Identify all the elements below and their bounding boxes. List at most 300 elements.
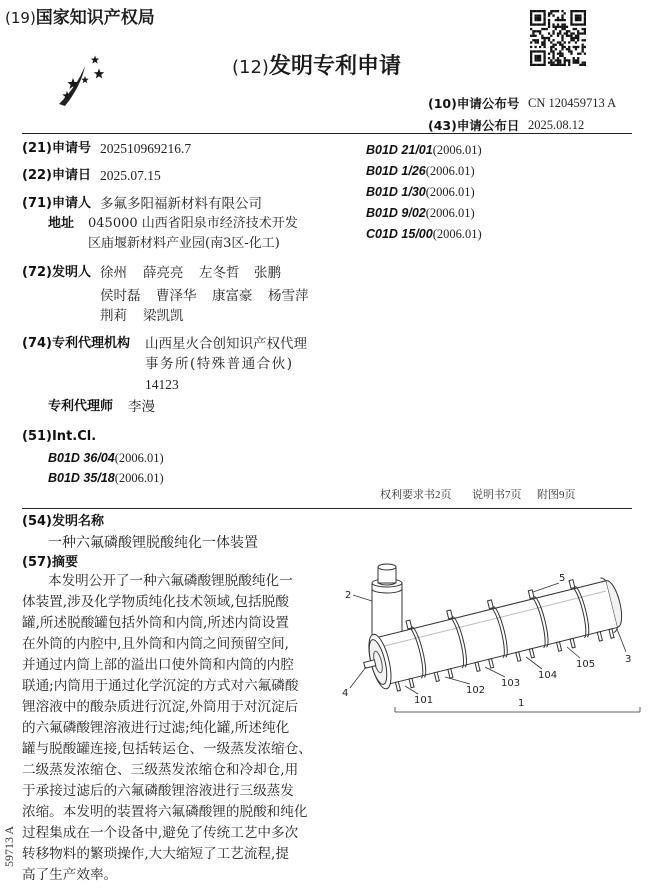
qr-module [541,37,543,39]
qr-module [534,57,536,59]
qr-module [577,62,579,64]
qr-module [573,62,575,64]
qr-module [555,59,557,61]
int-cl-entry [366,141,482,158]
application-date-label: (22)申请日 [22,168,91,183]
qr-module [548,53,550,55]
qr-module [579,14,581,16]
qr-module [537,17,539,19]
qr-module [555,10,557,12]
application-date: 2025.07.15 [100,168,161,183]
header-divider [22,133,632,134]
abstract-line: 过程集成在一个设备中,避免了传统工艺中多次 [22,825,299,841]
qr-module [541,23,543,25]
qr-module [561,39,563,41]
qr-module [573,46,575,48]
qr-module [552,57,554,59]
qr-module [534,30,536,32]
qr-module [537,39,539,41]
qr-module [573,57,575,59]
qr-module [548,23,550,25]
publication-number: CN 120459713 A [528,96,617,110]
qr-module [584,12,586,14]
qr-module [561,35,563,37]
qr-module [552,55,554,57]
qr-module [555,26,557,28]
qr-module [564,64,566,66]
int-cl-code: B01D 36/04 [48,451,115,465]
qr-module [534,55,536,57]
int-cl-code: C01D 15/00 [366,227,433,241]
qr-module [537,19,539,21]
qr-module [579,32,581,34]
qr-module [539,50,541,52]
qr-module [564,32,566,34]
qr-module [566,30,568,32]
qr-module [552,14,554,16]
qr-module [534,10,536,12]
int-cl-entry [366,183,475,200]
qr-module [584,32,586,34]
inventor-name: 曹泽华 [156,288,197,304]
ref-label-segment: 103 [501,678,521,689]
qr-module [539,59,541,61]
qr-module [568,48,570,50]
int-cl-entry [48,469,164,486]
qr-module [577,59,579,61]
abstract-line: 联通;内筒用于通过化学沉淀的方式对六氟磷酸 [22,678,299,694]
qr-module [577,57,579,59]
qr-module [582,48,584,50]
qr-module [575,17,577,19]
qr-module [552,62,554,64]
qr-module [582,44,584,46]
qr-module [584,46,586,48]
qr-module [584,64,586,66]
qr-module [534,46,536,48]
publication-date-label: (43)申请公布日 [428,118,520,133]
qr-module [577,23,579,25]
int-cl-version: (2006.01) [114,451,164,465]
qr-module [561,14,563,16]
vessel-leg [597,632,602,641]
invention-title: 一种六氟磷酸锂脱酸纯化一体装置 [48,535,258,551]
ref-label-assembly: 1 [518,698,525,709]
application-number-label: (21)申请号 [22,141,91,156]
qr-module [573,23,575,25]
qr-module [548,26,550,28]
qr-module [568,46,570,48]
inventor-name: 左冬哲 [199,265,240,281]
qr-module [534,41,536,43]
qr-module [577,39,579,41]
qr-module [575,41,577,43]
qr-module [557,32,559,34]
qr-module [552,39,554,41]
abstract-line: 锂溶液中的酸杂质进行沉淀,外筒用于对沉淀后 [22,699,299,715]
qr-module [582,23,584,25]
qr-module [559,62,561,64]
qr-module [552,44,554,46]
ref-label-segment: 104 [538,670,558,681]
ref-label-tank: 2 [345,590,352,601]
qr-module [537,23,539,25]
qr-module [577,35,579,37]
abstract-line: 浓缩。本发明的装置将六氟磷酸锂的脱酸和纯化 [22,804,308,820]
qr-module [557,62,559,64]
qr-module [577,32,579,34]
qr-module [582,64,584,66]
qr-module [530,23,532,25]
qr-module [532,10,534,12]
agent-name: 李漫 [128,399,155,415]
qr-module [530,41,532,43]
qr-module [564,23,566,25]
abstract-line: 高了生产效率。 [22,867,118,883]
qr-module [550,12,552,14]
abstract-line: 并通过内筒上部的溢出口使外筒和内筒的内腔 [22,657,294,673]
qr-module [537,59,539,61]
qr-module [543,41,545,43]
qr-module [557,64,559,66]
qr-module [555,28,557,30]
qr-module [539,14,541,16]
qr-module [575,10,577,12]
vessel-fin [447,610,453,619]
vessel-leg [434,672,439,681]
qr-module [568,59,570,61]
int-cl-code: B01D 1/26 [366,164,426,178]
qr-module [557,41,559,43]
abstract-line: 罐与脱酸罐连接,包括转运仓、一级蒸发浓缩仓、 [22,741,312,757]
qr-module [543,28,545,30]
qr-module [552,64,554,66]
vessel-fin [569,580,575,589]
qr-module [543,37,545,39]
qr-module [539,23,541,25]
qr-module [537,41,539,43]
qr-module [575,28,577,30]
office-name: 国家知识产权局 [35,8,155,28]
qr-module [575,35,577,37]
qr-module [559,50,561,52]
qr-module [557,17,559,19]
vessel-leg [489,659,494,668]
qr-module [530,59,532,61]
qr-module [564,26,566,28]
qr-module [570,53,572,55]
qr-module [566,32,568,34]
qr-module [534,59,536,61]
abstract-line: 在外筒的内腔中,且外筒和内筒之间预留空间, [22,636,289,652]
qr-module [577,19,579,21]
vessel-leg [516,652,521,661]
qr-module [568,64,570,66]
qr-module [568,50,570,52]
qr-module [532,64,534,66]
qr-module [575,48,577,50]
agency-code: 14123 [145,377,179,392]
vessel-fin [488,600,494,609]
int-cl-entry [366,162,475,179]
publication-date-row [428,117,519,134]
qr-module [570,12,572,14]
qr-module [550,10,552,12]
qr-module [561,44,563,46]
application-number: 202510969216.7 [100,141,192,156]
qr-module [543,50,545,52]
qr-module [541,10,543,12]
qr-module [584,21,586,23]
cnipa-logo [55,52,105,108]
qr-module [530,53,532,55]
logo-star [91,56,100,64]
qr-module [579,23,581,25]
agency-label: (74)专利代理机构 [22,336,130,351]
qr-module [539,55,541,57]
qr-module [532,23,534,25]
side-publication-number: 59713 A [2,826,16,868]
qr-module [559,30,561,32]
qr-module [573,37,575,39]
qr-module [541,50,543,52]
qr-module [582,39,584,41]
qr-module [543,17,545,19]
qr-module [557,57,559,59]
qr-module [557,53,559,55]
qr-module [543,21,545,23]
int-cl-entry [366,225,482,242]
qr-module [552,26,554,28]
qr-module [559,55,561,57]
ref-label-nozzle: 4 [342,688,349,699]
qr-module [555,64,557,66]
applicant-label: (71)申请人 [22,196,91,211]
qr-module [566,35,568,37]
qr-module [543,12,545,14]
int-cl-version: (2006.01) [432,227,482,241]
qr-module [543,14,545,16]
qr-module [570,21,572,23]
qr-module [530,10,532,12]
leader-line [350,667,366,688]
qr-module [534,19,536,21]
qr-module [557,10,559,12]
qr-module [541,35,543,37]
qr-module [532,39,534,41]
qr-module [559,44,561,46]
qr-module [530,19,532,21]
qr-module [552,30,554,32]
qr-module [530,12,532,14]
qr-module [564,57,566,59]
qr-module [575,59,577,61]
qr-module [555,44,557,46]
qr-module [543,57,545,59]
qr-module [564,12,566,14]
qr-module [530,21,532,23]
claims-page-count: 权利要求书2页 [380,489,452,501]
qr-module [584,23,586,25]
qr-module [582,46,584,48]
qr-module [530,64,532,66]
address-line: 045000 山西省阳泉市经济技术开发 [88,216,298,231]
ref-label-segment: 101 [414,695,434,706]
agency-line: 事务所(特殊普通合伙) [145,356,294,372]
qr-module [561,28,563,30]
int-cl-version: (2006.01) [425,164,475,178]
qr-module [537,64,539,66]
qr-module [570,50,572,52]
qr-module [532,50,534,52]
inventors-label: (72)发明人 [22,265,91,280]
int-cl-entry [48,449,164,466]
qr-module [550,35,552,37]
qr-module [555,48,557,50]
qr-module [564,62,566,64]
inventor-name: 梁凯凯 [143,308,184,324]
qr-module [582,32,584,34]
qr-module [564,46,566,48]
qr-module [539,10,541,12]
qr-module [570,37,572,39]
qr-module [537,10,539,12]
qr-module [541,28,543,30]
qr-module [543,62,545,64]
int-cl-version: (2006.01) [432,143,482,157]
qr-module [561,64,563,66]
qr-module [575,37,577,39]
qr-module [579,53,581,55]
qr-module [557,26,559,28]
qr-module [561,37,563,39]
qr-module [539,64,541,66]
qr-module [537,55,539,57]
qr-module [579,64,581,66]
qr-module [541,44,543,46]
abstract-line: 二级蒸发浓缩仓、三级蒸发浓缩仓和冷却仓,用 [22,762,299,778]
qr-module [584,10,586,12]
qr-module [530,14,532,16]
vessel-leg [557,642,562,651]
qr-module [548,62,550,64]
int-cl-version: (2006.01) [425,206,475,220]
publication-number-label: (10)申请公布号 [428,96,520,111]
qr-module [550,41,552,43]
qr-module [570,32,572,34]
qr-module [566,26,568,28]
qr-module [564,41,566,43]
qr-module [584,17,586,19]
qr-module [559,26,561,28]
qr-module [570,10,572,12]
document-type-code: (12) [232,57,269,78]
qr-module [548,39,550,41]
leader-line [617,629,626,652]
qr-module [543,39,545,41]
abstract-label: (57)摘要 [22,555,78,570]
qr-module [537,57,539,59]
address-label: 地址 [48,216,75,231]
qr-module [568,30,570,32]
ref-label-segment: 102 [466,685,486,696]
qr-module [539,46,541,48]
qr-module [530,55,532,57]
leader-line [445,677,470,684]
qr-module [534,39,536,41]
qr-module [570,19,572,21]
int-cl-entry [366,204,475,221]
inventor-name: 荆莉 [100,308,127,324]
qr-module [539,32,541,34]
abstract-line: 罐,所述脱酸罐包括外筒和内筒,所述内筒设置 [22,615,289,631]
qr-module [539,17,541,19]
logo-star [81,76,89,83]
qr-module [537,50,539,52]
office-code: (19) [5,9,36,27]
qr-module [570,35,572,37]
qr-module [548,21,550,23]
qr-module [577,30,579,32]
address-line: 区庙堰新材料产业园(南3区-化工) [88,236,280,251]
qr-module [582,50,584,52]
qr-module [543,64,545,66]
qr-module [566,48,568,50]
vessel-leg [570,638,575,647]
qr-module [534,23,536,25]
qr-module [561,26,563,28]
ref-label-fin: 5 [559,573,566,584]
qr-module [541,64,543,66]
qr-module [530,17,532,19]
qr-module [577,10,579,12]
qr-module [534,50,536,52]
vessel-leg [475,662,480,671]
qr-module [561,17,563,19]
qr-module [582,62,584,64]
qr-module [559,53,561,55]
document-type [232,53,401,82]
qr-module [550,64,552,66]
qr-module [584,30,586,32]
qr-module [559,64,561,66]
applicant-name: 多氟多阳福新材料有限公司 [100,196,262,212]
qr-module [564,28,566,30]
qr-module [532,35,534,37]
qr-module [561,46,563,48]
qr-code [530,10,586,66]
qr-module [577,53,579,55]
qr-module [584,14,586,16]
qr-module [561,55,563,57]
qr-module [557,19,559,21]
qr-module [573,32,575,34]
qr-module [548,14,550,16]
qr-module [550,48,552,50]
publication-number-row [428,95,519,112]
vessel-leg [409,678,414,687]
qr-module [541,41,543,43]
qr-module [537,30,539,32]
qr-module [575,14,577,16]
inventor-name: 徐州 [100,265,127,281]
agency-line: 山西星火合创知识产权代理 [145,336,307,352]
abstract-line: 本发明公开了一种六氟磷酸锂脱酸纯化一 [48,573,293,589]
qr-module [539,19,541,21]
qr-module [543,53,545,55]
qr-module [543,10,545,12]
qr-module [559,32,561,34]
